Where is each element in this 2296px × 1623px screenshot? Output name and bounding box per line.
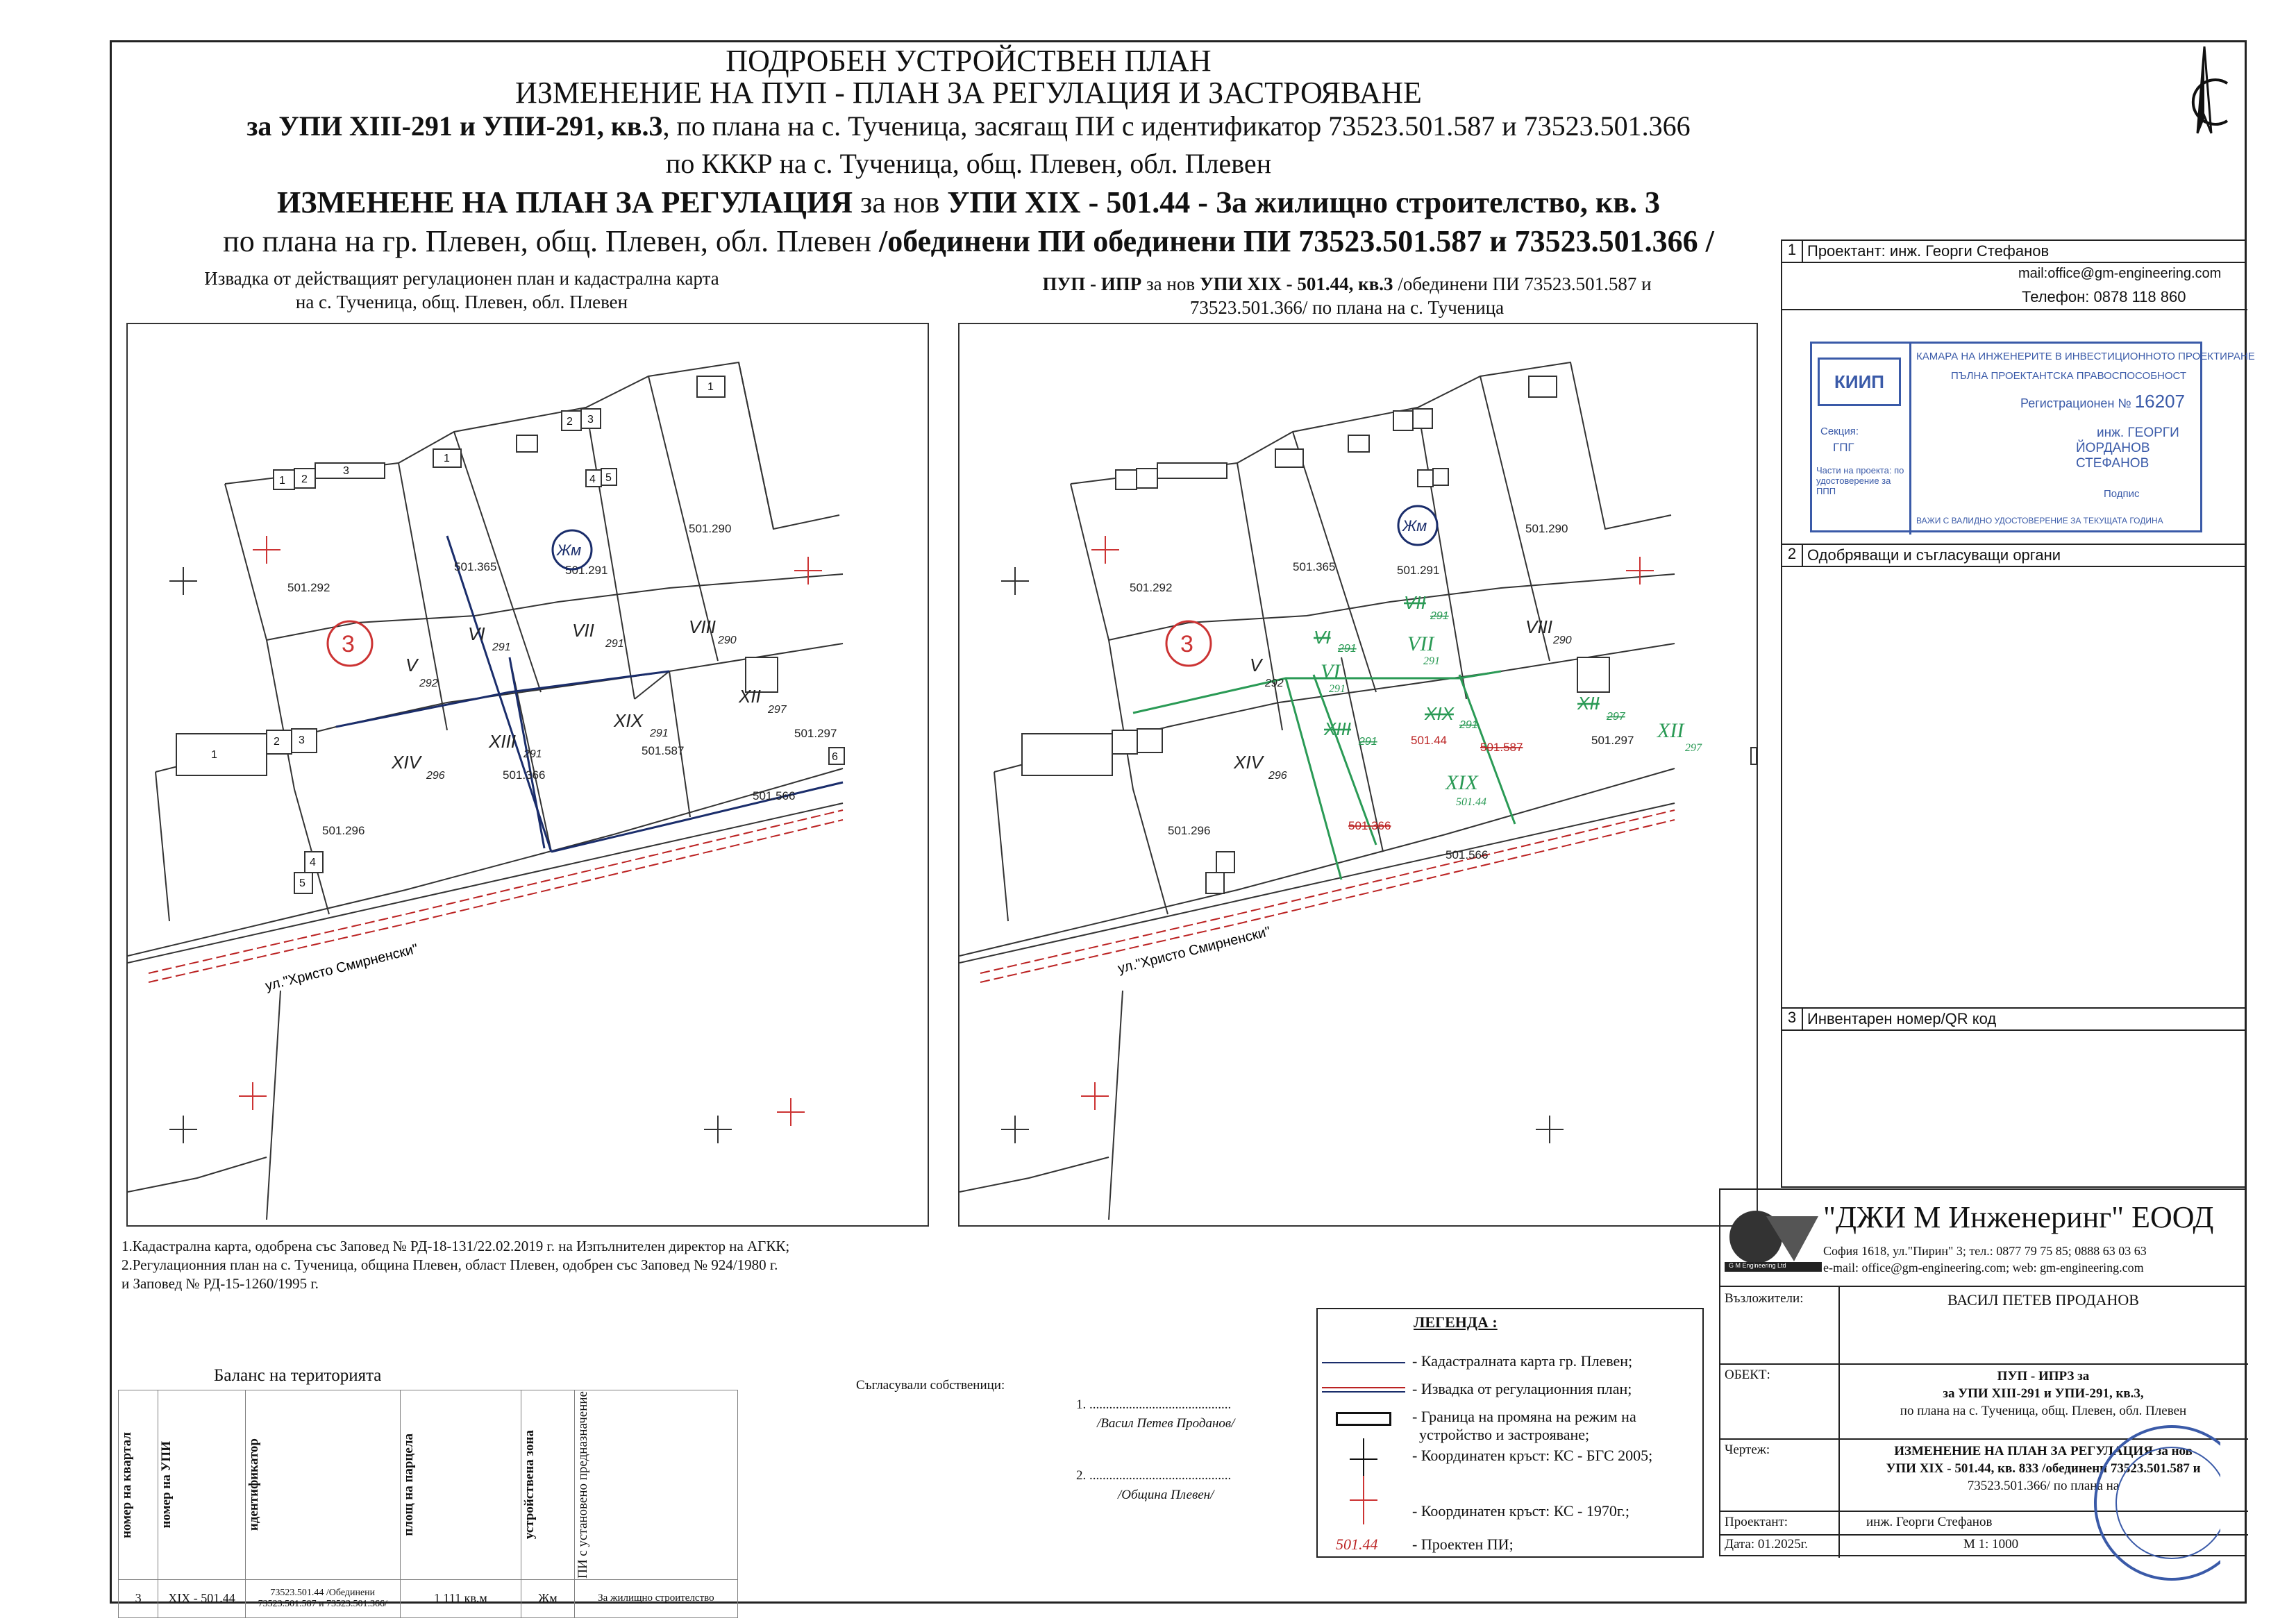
legend-item: - Кадастралната карта гр. Плевен; bbox=[1412, 1352, 1633, 1370]
balance-cell: 1 111 кв.м bbox=[400, 1579, 521, 1617]
date-label: Дата: 01.2025г. bbox=[1725, 1537, 1809, 1551]
upi-num: 290 bbox=[718, 634, 737, 646]
upi-old-roman: XIII bbox=[1324, 718, 1352, 739]
upi-num: 291 bbox=[650, 728, 669, 739]
north-arrow-icon bbox=[2166, 43, 2243, 140]
balance-cell: XIX - 501.44 bbox=[158, 1579, 246, 1617]
section-2-label: Одобряващи и съгласуващи органи bbox=[1807, 546, 2061, 564]
owner-1-line: 1. ........................................... bbox=[1076, 1397, 1232, 1412]
legend-item: - Координатен кръст: КС - БГС 2005; bbox=[1412, 1447, 1653, 1464]
street-label: ул."Христо Смирненски" bbox=[1116, 923, 1273, 977]
engineer-stamp bbox=[1810, 342, 2255, 532]
note-2: 2.Регулационния план на с. Тученица, община Плевен, област Плевен, одобрен със Заповед № 924/1980 г. bbox=[121, 1256, 778, 1273]
upi-roman: VII bbox=[572, 620, 594, 641]
upi-new-num: 291 bbox=[1329, 683, 1346, 695]
owner-2-line: 2. ........................................... bbox=[1076, 1468, 1232, 1483]
left-caption-2: на с. Тученица, общ. Плевен, обл. Плевен bbox=[295, 292, 628, 312]
bldg-label: 6 bbox=[832, 751, 838, 763]
balance-title: Баланс на територията bbox=[214, 1366, 382, 1385]
legend-regulation-line bbox=[1322, 1387, 1405, 1393]
parcel-label: 501.365 bbox=[454, 560, 497, 573]
quarter-number: 3 bbox=[342, 631, 355, 657]
upi-roman: V bbox=[405, 655, 418, 675]
balance-header: устройствена зона bbox=[522, 1430, 537, 1540]
upi-roman: VIII bbox=[689, 616, 717, 637]
upi-num: 296 bbox=[426, 770, 445, 782]
section-3-label: Инвентарен номер/QR код bbox=[1807, 1010, 1997, 1027]
bldg-label: 4 bbox=[589, 473, 596, 485]
upi-roman: VI bbox=[468, 623, 485, 644]
stamp-sign: Подпис bbox=[2104, 488, 2140, 500]
upi-num: 297 bbox=[768, 704, 787, 716]
upi-roman: XIII bbox=[489, 731, 517, 752]
kiip-logo: КИИП bbox=[1818, 358, 1901, 406]
bldg-label: 5 bbox=[605, 472, 612, 484]
upi-roman: XIV bbox=[1234, 752, 1263, 773]
parcel-label: 501.365 bbox=[1293, 560, 1336, 573]
left-map-svg bbox=[128, 324, 928, 1225]
cross-bgs-icon bbox=[169, 567, 732, 1143]
parcel-label: 501.566 bbox=[1446, 848, 1489, 861]
stamp-section-label: Секция: bbox=[1820, 426, 1859, 437]
upi-new-roman: VI bbox=[1321, 660, 1341, 683]
upi-old-num: 297 bbox=[1607, 711, 1625, 723]
parcel-label-new: 501.44 bbox=[1411, 734, 1447, 747]
upi-roman: VIII bbox=[1525, 616, 1553, 637]
titleblock-section-2 bbox=[1781, 545, 2246, 1009]
upi-new-roman: VII bbox=[1407, 632, 1434, 655]
company-name: "ДЖИ М Инженеринг" ЕООД bbox=[1823, 1200, 2214, 1234]
parcel-label-old: 501.366 bbox=[1348, 819, 1391, 832]
legend-box bbox=[1316, 1308, 1704, 1558]
balance-header: площ на парцела bbox=[401, 1433, 416, 1536]
upi-new-roman: XII bbox=[1657, 719, 1684, 742]
parcel-label: 501.366 bbox=[503, 768, 546, 782]
object-value: ПУП - ИПРЗ за за УПИ XIII-291 и УПИ-291, кв.3, по плана на с. Тученица, общ. Плевен, обл. Плевен bbox=[1900, 1369, 2187, 1418]
legend-item: - Координатен кръст: КС - 1970г.; bbox=[1412, 1502, 1630, 1520]
stamp-name-1: инж. ГЕОРГИ bbox=[2097, 426, 2179, 440]
balance-header: номер на УПИ bbox=[159, 1441, 174, 1529]
titleblock-section-1 bbox=[1781, 239, 2255, 545]
upi-num: 290 bbox=[1553, 634, 1572, 646]
title-line-5: ИЗМЕНЕНЕ НА ПЛАН ЗА РЕГУЛАЦИЯ за нов УПИ XIX - 501.44 - За жилищно строителство, кв. 3 bbox=[277, 185, 1660, 219]
parcel-label: 501.290 bbox=[1525, 522, 1568, 535]
upi-new-num: 297 bbox=[1685, 742, 1702, 754]
zone-label: Жм bbox=[1402, 517, 1427, 535]
upi-old-roman: XII bbox=[1577, 693, 1600, 714]
bldg-label: 2 bbox=[567, 416, 573, 428]
upi-num: 296 bbox=[1268, 770, 1287, 782]
notes bbox=[121, 1237, 789, 1293]
company-logo-icon bbox=[1725, 1202, 1822, 1272]
bldg-label: 4 bbox=[310, 857, 316, 868]
bldg-label: 3 bbox=[587, 414, 594, 426]
owners-title: Съгласували собственици: bbox=[856, 1378, 1005, 1393]
parcel-label: 501.292 bbox=[1130, 581, 1173, 594]
left-caption-1: Извадка от действащият регулационен план и кадастрална карта bbox=[204, 268, 719, 289]
upi-num: 292 bbox=[419, 678, 438, 689]
upi-roman: XII bbox=[739, 686, 761, 707]
company-round-stamp-icon bbox=[2081, 1416, 2220, 1590]
left-map-panel bbox=[126, 323, 929, 1227]
scale-value: М 1: 1000 bbox=[1963, 1537, 2019, 1551]
legend-item: - Извадка от регулационния план; bbox=[1412, 1380, 1632, 1397]
bldg-label: 1 bbox=[211, 749, 217, 761]
parcel-label: 501.292 bbox=[287, 581, 330, 594]
parcel-label: 501.297 bbox=[1591, 734, 1634, 747]
balance-header: идентификатор bbox=[246, 1438, 261, 1531]
parcel-label: 501.566 bbox=[753, 789, 796, 802]
upi-old-num: 291 bbox=[1459, 719, 1478, 731]
legend-sample-pi: 501.44 bbox=[1336, 1536, 1378, 1553]
upi-num: 291 bbox=[523, 748, 542, 760]
note-3: и Заповед № РД-15-1260/1995 г. bbox=[121, 1275, 319, 1292]
title-line-6: по плана на гр. Плевен, общ. Плевен, обл. Плевен /обединени ПИ обединени ПИ 73523.501.587 и 73523.501.366 / bbox=[223, 224, 1714, 258]
stamp-name-2: ЙОРДАНОВ СТЕФАНОВ bbox=[2076, 441, 2150, 471]
right-map-panel bbox=[958, 323, 1758, 1227]
parcel-label: 501.296 bbox=[322, 824, 365, 837]
bldg-label: 1 bbox=[444, 453, 450, 464]
balance-cell: За жилищно строителство bbox=[574, 1579, 737, 1617]
upi-num: 292 bbox=[1265, 678, 1284, 689]
bldg-label: 1 bbox=[707, 381, 714, 393]
upi-num: 291 bbox=[605, 638, 624, 650]
designer-mail: mail:office@gm-engineering.com bbox=[2018, 266, 2222, 281]
parcel-label: 501.297 bbox=[794, 727, 837, 740]
legend-cross-1970-icon bbox=[1350, 1476, 1377, 1524]
company-block bbox=[1719, 1188, 2247, 1286]
upi-old-roman: XIX bbox=[1425, 703, 1454, 724]
upi-num: 291 bbox=[492, 641, 511, 653]
legend-cadastre-line bbox=[1322, 1362, 1405, 1363]
designer-label: Проектант: bbox=[1725, 1515, 1788, 1529]
balance-header: ПИ с установено предназначение bbox=[575, 1391, 590, 1579]
title-line-1: ПОДРОБЕН УСТРОЙСТВЕН ПЛАН bbox=[726, 44, 1212, 78]
parcel-label: 501.296 bbox=[1168, 824, 1211, 837]
section-number: 1 bbox=[1782, 241, 1803, 263]
legend-boundary-icon bbox=[1336, 1412, 1391, 1426]
client-value: ВАСИЛ ПЕТЕВ ПРОДАНОВ bbox=[1947, 1291, 2139, 1309]
balance-cell: Жм bbox=[521, 1579, 575, 1617]
section-number: 2 bbox=[1782, 545, 1803, 567]
legend-item: устройство и застрояване; bbox=[1419, 1426, 1590, 1443]
stamp-capability: ПЪЛНА ПРОЕКТАНТСКА ПРАВОСПОСОБНОСТ bbox=[1951, 370, 2187, 382]
designer-value: инж. Георги Стефанов bbox=[1866, 1515, 1993, 1529]
bldg-label: 3 bbox=[343, 465, 349, 477]
section-1-label: Проектант: инж. Георги Стефанов bbox=[1807, 242, 2050, 260]
zone-label: Жм bbox=[557, 541, 582, 559]
upi-old-num: 291 bbox=[1359, 736, 1377, 748]
upi-new-num: 291 bbox=[1423, 655, 1440, 667]
upi-new-roman: XIX bbox=[1446, 771, 1478, 794]
drawing-label: Чертеж: bbox=[1725, 1443, 1770, 1457]
parcel-label-old: 501.587 bbox=[1480, 741, 1523, 754]
object-label: ОБЕКТ: bbox=[1725, 1368, 1770, 1382]
designer-phone: Телефон: 0878 118 860 bbox=[2022, 288, 2186, 305]
parcel-label: 501.291 bbox=[1397, 564, 1440, 577]
company-address: София 1618, ул."Пирин" 3; тел.: 0877 79 75 85; 0888 63 03 63 bbox=[1823, 1244, 2147, 1258]
company-web: e-mail: office@gm-engineering.com; web: gm-engineering.com bbox=[1823, 1261, 2144, 1275]
legend-item: - Граница на промяна на режим на bbox=[1412, 1408, 1636, 1425]
title-line-4: по КККР на с. Тученица, общ. Плевен, обл. Плевен bbox=[665, 148, 1272, 179]
balance-cell: 73523.501.44 /Обединени 73523.501.587 и 73523.501.366/ bbox=[245, 1579, 400, 1617]
upi-old-num: 291 bbox=[1430, 610, 1449, 622]
stamp-reg: Регистрационен № 16207 bbox=[2020, 391, 2186, 412]
parcel-label: 501.290 bbox=[689, 522, 732, 535]
balance-cell: 3 bbox=[119, 1579, 158, 1617]
title-line-3: за УПИ XIII-291 и УПИ-291, кв.3, по плана на с. Тученица, засягащ ПИ с идентификатор 73523.501.587 и 73523.501.366 bbox=[246, 110, 1691, 142]
upi-roman: XIX bbox=[614, 710, 643, 731]
parcel-label: 501.587 bbox=[642, 744, 685, 757]
right-caption-2: 73523.501.366/ по плана на с. Тученица bbox=[1189, 297, 1505, 318]
right-caption-1: ПУП - ИПР за нов УПИ XIX - 501.44, кв.3 /обединени ПИ 73523.501.587 и bbox=[1042, 274, 1652, 294]
owner-1-name: /Васил Петев Проданов/ bbox=[1097, 1416, 1235, 1431]
legend-cross-bgs-icon bbox=[1350, 1438, 1377, 1480]
upi-roman: V bbox=[1250, 655, 1262, 675]
legend-title: ЛЕГЕНДА : bbox=[1414, 1313, 1498, 1331]
balance-table bbox=[118, 1390, 738, 1618]
stamp-top: КАМАРА НА ИНЖЕНЕРИТЕ В ИНВЕСТИЦИОННОТО ПРОЕКТИРАНЕ bbox=[1916, 351, 2255, 362]
title-line-2: ИЗМЕНЕНИЕ НА ПУП - ПЛАН ЗА РЕГУЛАЦИЯ И ЗАСТРОЯВАНЕ bbox=[515, 76, 1422, 110]
stamp-valid: ВАЖИ С ВАЛИДНО УДОСТОВЕРЕНИЕ ЗА ТЕКУЩАТА ГОДИНА bbox=[1916, 516, 2163, 525]
client-label: Възложители: bbox=[1725, 1291, 1804, 1306]
street-label: ул."Христо Смирненски" bbox=[263, 941, 420, 994]
section-number: 3 bbox=[1782, 1009, 1803, 1031]
bldg-label: 2 bbox=[274, 736, 280, 748]
upi-old-roman: VII bbox=[1404, 592, 1426, 613]
upi-old-num: 291 bbox=[1338, 643, 1357, 655]
bldg-label: 2 bbox=[301, 473, 308, 485]
balance-header: номер на квартал bbox=[119, 1431, 134, 1538]
bldg-label: 1 bbox=[279, 475, 285, 487]
bldg-label: 3 bbox=[299, 734, 305, 746]
legend-item: - Проектен ПИ; bbox=[1412, 1536, 1514, 1553]
parcel-label: 501.291 bbox=[565, 564, 608, 577]
upi-new-num: 501.44 bbox=[1456, 796, 1486, 808]
company-sub: G M Engineering Ltd bbox=[1729, 1262, 1786, 1269]
upi-old-roman: VI bbox=[1314, 627, 1331, 648]
stamp-parts: Части на проекта: по удостоверение за ППП bbox=[1816, 465, 1904, 496]
right-map-svg bbox=[960, 324, 1757, 1225]
note-1: 1.Кадастрална карта, одобрена със Заповед № РД-18-131/22.02.2019 г. на Изпълнителен директор на АГКК; bbox=[121, 1238, 790, 1254]
bldg-label: 5 bbox=[299, 877, 305, 889]
upi-roman: XIV bbox=[392, 752, 421, 773]
owner-2-name: /Община Плевен/ bbox=[1118, 1488, 1214, 1502]
titleblock-section-3 bbox=[1781, 1009, 2246, 1188]
stamp-section: ГПГ bbox=[1833, 441, 1854, 454]
quarter-number: 3 bbox=[1180, 631, 1193, 657]
drawing-value: ИЗМЕНЕНИЕ НА ПЛАН ЗА РЕГУЛАЦИЯ за нов УПИ XIX - 501.44, кв. 833 /обединени 73523.501.587 и 73523.501.366/ по плана на bbox=[1886, 1444, 2201, 1493]
